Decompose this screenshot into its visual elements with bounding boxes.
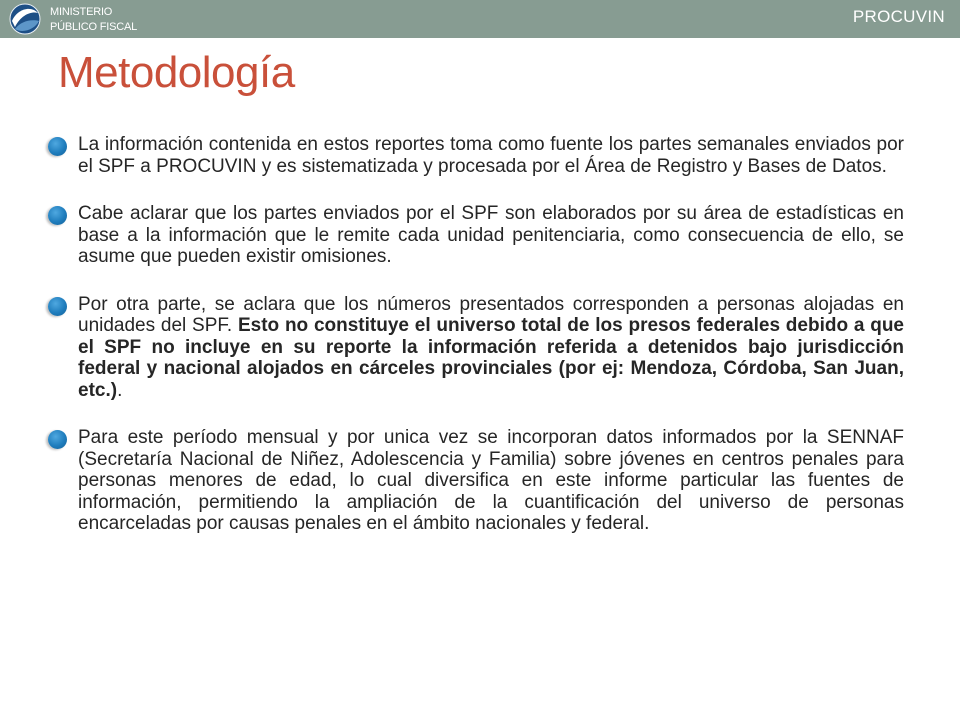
page-title: Metodología: [58, 48, 295, 97]
paragraph-3: [48, 294, 904, 402]
paragraph-1: [48, 134, 904, 177]
org-name: [50, 5, 137, 35]
brand-label: PROCUVIN: [852, 7, 945, 26]
header-bar: [0, 0, 960, 38]
paragraph-1-text: La información contenida en estos reportes toma como fuente los partes semanales enviados por el SPF a PROCUVIN y es sistematizada y procesada por el Área de Registro y Bases de Datos.: [78, 134, 904, 177]
content-body: [48, 134, 904, 561]
paragraph-3-bold-text: Esto no constituye el universo total de los presos federales debido a que el SPF no incluye en su reporte la información referida a detenidos bajo jurisdicción federal y nacional alojados en cárceles provinciales (por ej: Mendoza, Córdoba, San Juan, etc.): [78, 315, 904, 401]
paragraph-3-text: Por otra parte, se aclara que los números presentados corresponden a personas alojadas en unidades del SPF.: [78, 293, 904, 336]
paragraph-4-text: Para este período mensual y por unica vez se incorporan datos informados por la SENNAF (Secretaría Nacional de Niñez, Adolescencia y Familia) sobre jóvenes en centros penales para personas menores de edad, lo cual diversifica en este informe particular las fuentes de información, permitiendo la ampliación de la cuantificación del universo de personas encarceladas por causas penales en el ámbito nacionales y federal.: [78, 427, 904, 534]
paragraph-3-end: .: [117, 379, 123, 401]
paragraph-2: [48, 203, 904, 268]
paragraph-4: [48, 427, 904, 535]
bullet-icon: [48, 137, 67, 156]
bullet-icon: [48, 297, 67, 316]
globe-icon: [9, 3, 41, 35]
paragraph-2-text: Cabe aclarar que los partes enviados por el SPF son elaborados por su área de estadísticas en base a la información que le remite cada unidad penitenciaria, como consecuencia de ello, se asume que pueden existir omisiones.: [78, 203, 904, 267]
bullet-icon: [48, 430, 67, 449]
bullet-icon: [48, 206, 67, 225]
org-name-line2: PÚBLICO FISCAL: [50, 21, 138, 33]
org-name-line1: MINISTERIO: [50, 6, 113, 18]
